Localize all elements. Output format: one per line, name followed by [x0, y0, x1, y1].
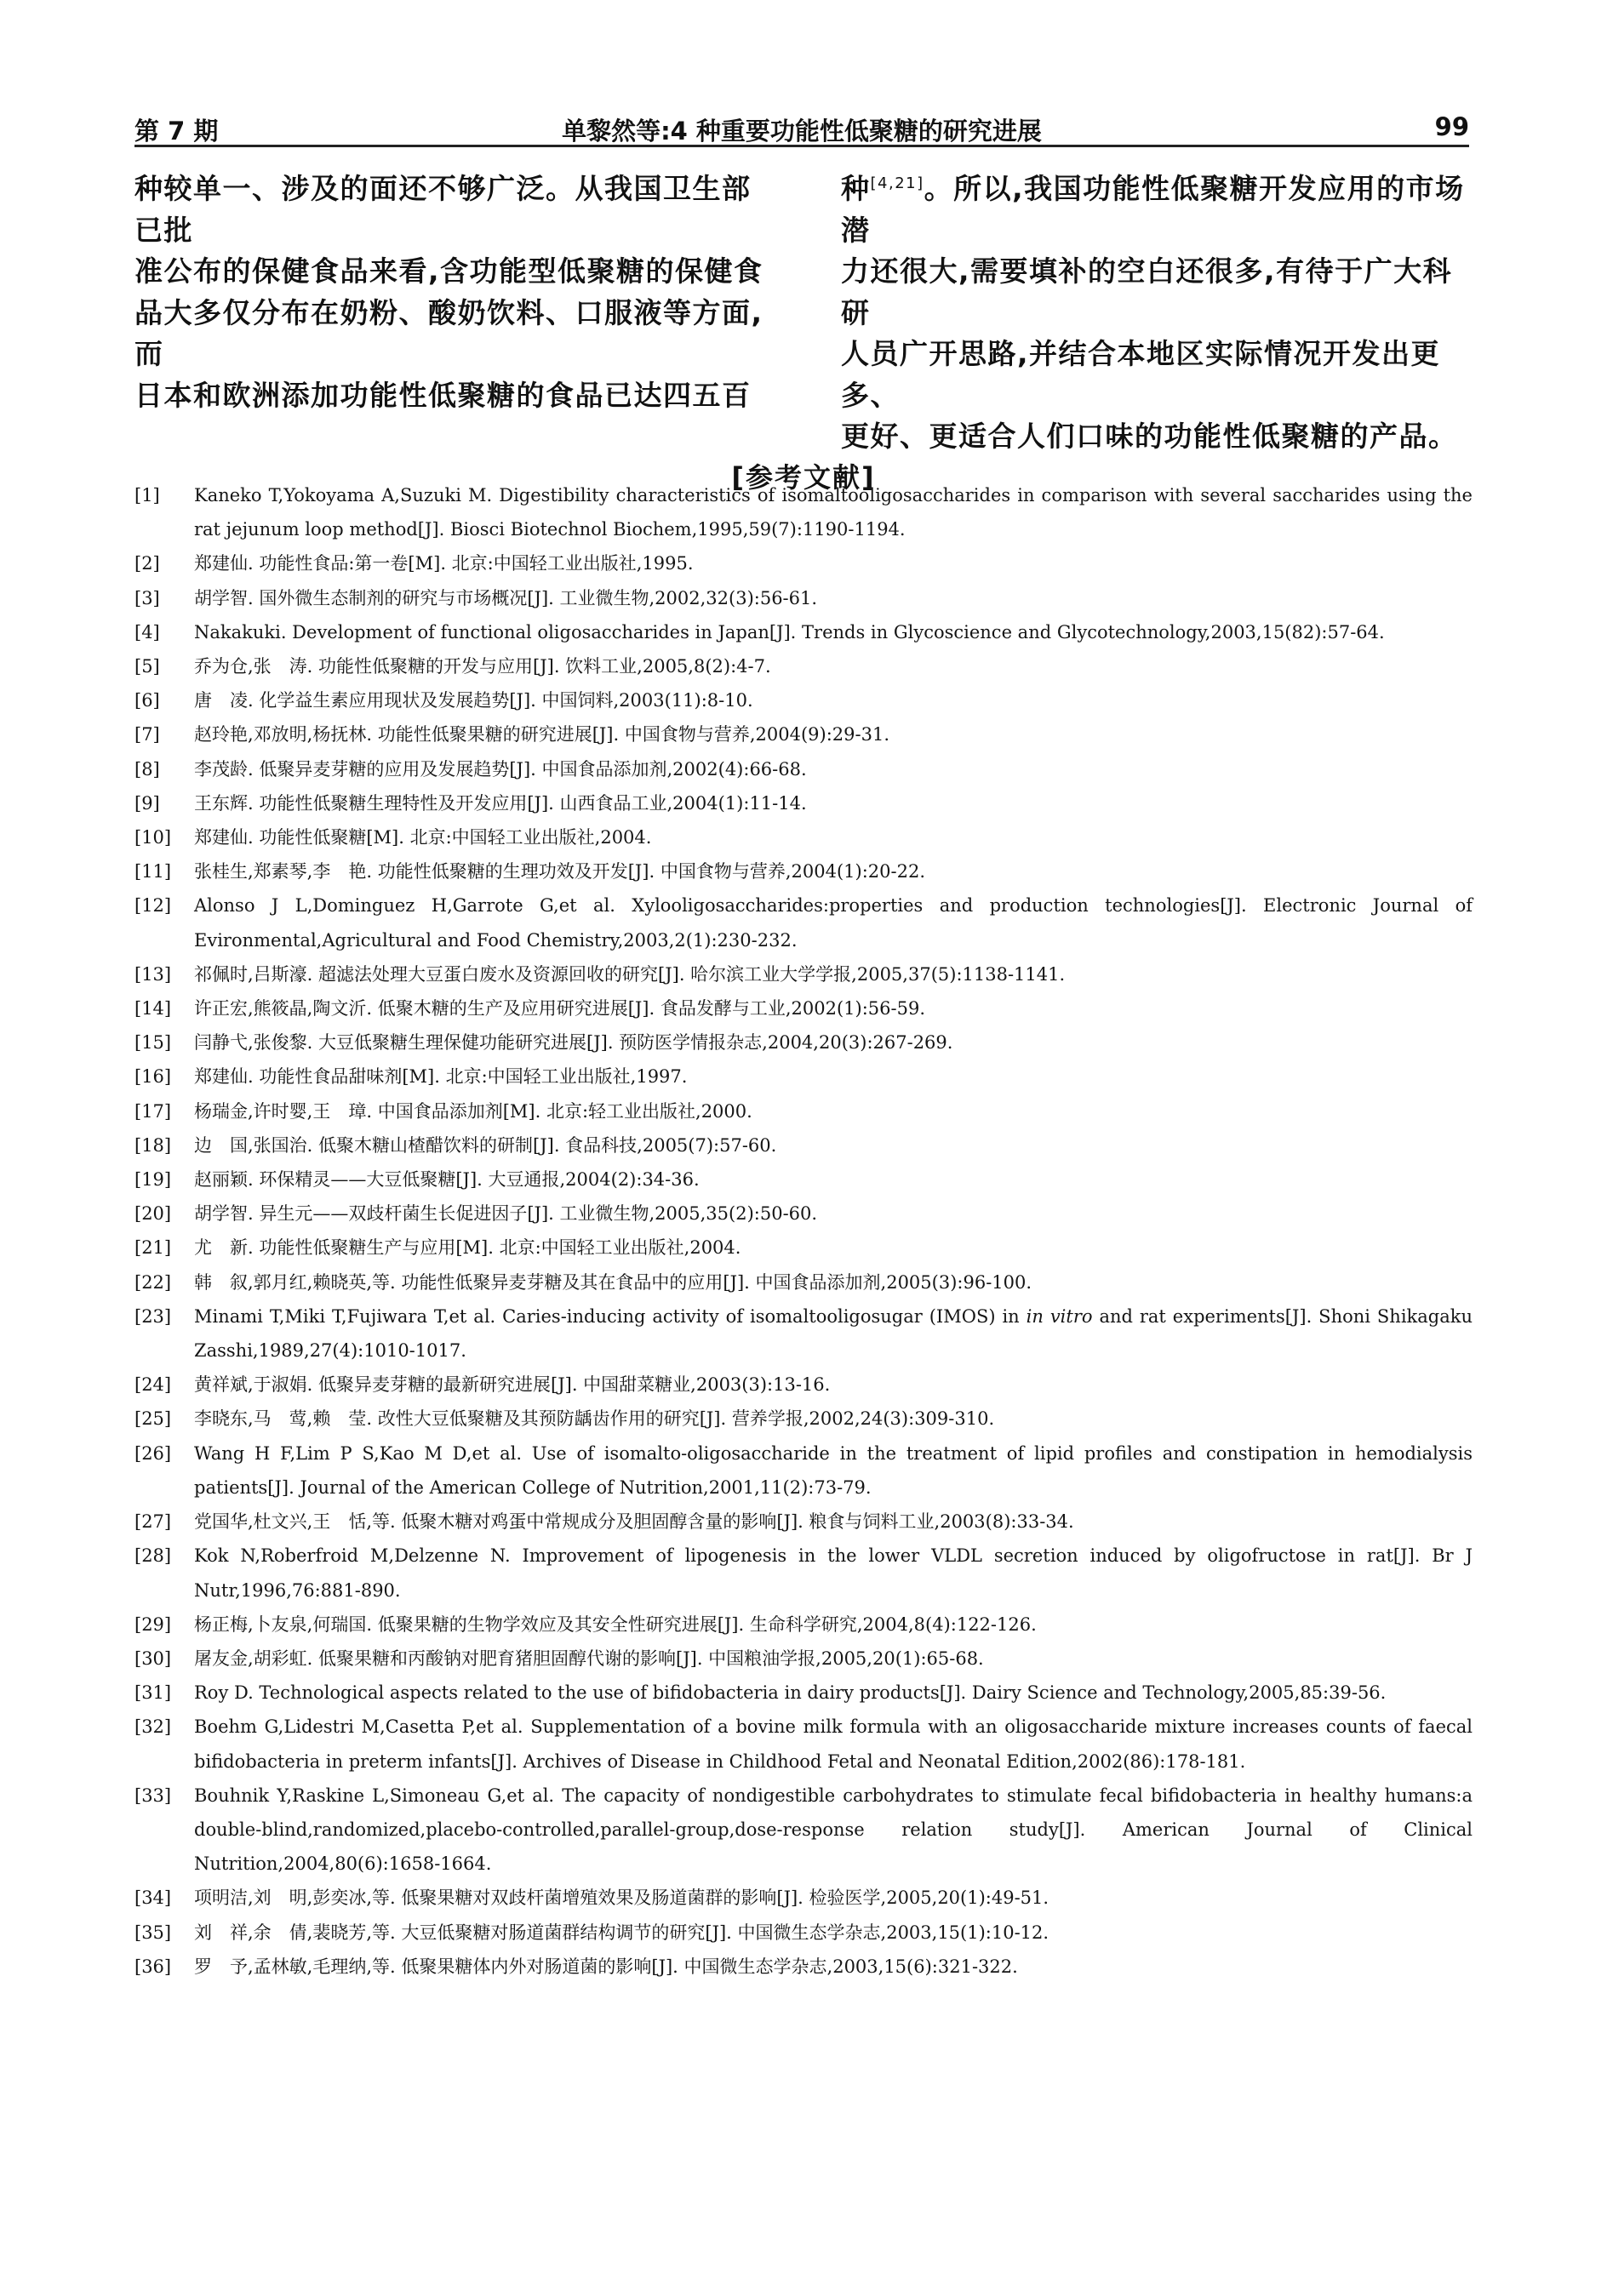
reference-number: [2] — [134, 553, 160, 574]
reference-text: 李茂龄. 低聚异麦芽糖的应用及发展趋势[J]. 中国食品添加剂,2002(4):66-68. — [194, 758, 807, 780]
reference-text: 边 国,张国治. 低聚木糖山楂醋饮料的研制[J]. 食品科技,2005(7):57-60. — [194, 1134, 777, 1156]
reference-number: [21] — [134, 1237, 172, 1259]
text-line: 日本和欧洲添加功能性低聚糖的食品已达四五百 — [134, 378, 752, 412]
reference-item — [134, 1676, 1473, 1710]
reference-number: [23] — [134, 1305, 172, 1327]
reference-text: Roy D. Technological aspects related to the use of bifidobacteria in dairy products[J]. Dairy Science and Technology,2005,85:39-56. — [194, 1682, 1387, 1704]
reference-text: 赵玲艳,邓放明,杨抚林. 功能性低聚果糖的研究进展[J]. 中国食物与营养,2004(9):29-31. — [194, 724, 890, 745]
reference-text: 杨正梅,卜友泉,何瑞国. 低聚果糖的生物学效应及其安全性研究进展[J]. 生命科学研究,2004,8(4):122-126. — [194, 1613, 1037, 1635]
reference-item — [134, 1710, 1473, 1778]
reference-text: 李晓东,马 莺,赖 莹. 改性大豆低聚糖及其预防龋齿作用的研究[J]. 营养学报,2002,24(3):309-310. — [194, 1408, 995, 1430]
reference-text: 杨瑞金,许时婴,王 璋. 中国食品添加剂[M]. 北京:轻工业出版社,2000. — [194, 1100, 752, 1122]
reference-item — [134, 1265, 1473, 1299]
right-column — [841, 168, 1469, 458]
reference-text: 项明洁,刘 明,彭奕冰,等. 低聚果糖对双歧杆菌增殖效果及肠道菌群的影响[J]. 检验医学,2005,20(1):49-51. — [194, 1888, 1049, 1909]
left-column — [134, 168, 775, 416]
reference-item — [134, 1299, 1473, 1368]
text-line: 准公布的保健食品来看,含功能型低聚糖的保健食 — [134, 254, 763, 288]
reference-number: [25] — [134, 1408, 172, 1430]
reference-number: [20] — [134, 1203, 172, 1225]
reference-text: Minami T,Miki T,Fujiwara T,et al. Caries-inducing activity of isomaltooligosugar (IMOS) in in vitro and rat experiments[J]. Shoni Shikagaku Zasshi,1989,27(4):1010-1017. — [194, 1305, 1473, 1362]
text-line: 种较单一、涉及的面还不够广泛。从我国卫生部已批 — [134, 172, 752, 247]
reference-item — [134, 683, 1473, 717]
reference-number: [9] — [134, 792, 160, 814]
reference-number: [15] — [134, 1032, 172, 1054]
reference-text: Wang H F,Lim P S,Kao M D,et al. Use of isomalto-oligosaccharide in the treatment of lipid profiles and constipation in hemodialysis patients[J]. Journal of the American College of Nutrition,2001,11(2):73-79. — [194, 1442, 1473, 1498]
reference-text: 王东辉. 功能性低聚糖生理特性及开发应用[J]. 山西食品工业,2004(1):11-14. — [194, 792, 807, 814]
text-line — [841, 168, 1469, 251]
reference-item — [134, 957, 1473, 991]
reference-text: 张桂生,郑素琴,李 艳. 功能性低聚糖的生理功效及开发[J]. 中国食物与营养,2004(1):20-22. — [194, 861, 926, 882]
reference-item — [134, 1505, 1473, 1539]
reference-text: 胡学智. 国外微生态制剂的研究与市场概况[J]. 工业微生物,2002,32(3):56-61. — [194, 587, 818, 608]
reference-number: [31] — [134, 1682, 172, 1704]
reference-text: 郑建仙. 功能性低聚糖[M]. 北京:中国轻工业出版社,2004. — [194, 827, 652, 848]
reference-item — [134, 1128, 1473, 1162]
references-heading: [参考文献] — [731, 461, 876, 494]
text-line: 力还很大,需要填补的空白还很多,有待于广大科研 — [841, 254, 1453, 329]
reference-item — [134, 752, 1473, 786]
reference-item — [134, 1608, 1473, 1642]
text-fragment: 。所以,我国功能性低聚糖开发应用的市场潜 — [841, 172, 1465, 247]
reference-text: Kok N,Roberfroid M,Delzenne N. Improvement of lipogenesis in the lower VLDL secretion induced by oligofructose in rat[J]. Br J Nutr,1996,76:881-890. — [194, 1545, 1473, 1601]
reference-number: [32] — [134, 1716, 172, 1738]
text-line: 更好、更适合人们口味的功能性低聚糖的产品。 — [841, 420, 1458, 453]
reference-item — [134, 1197, 1473, 1231]
reference-text: Bouhnik Y,Raskine L,Simoneau G,et al. The capacity of nondigestible carbohydrates to stimulate fecal bifidobacteria in healthy humans:a double-blind,randomized,placebo-controlled,parallel-group,dose-response relation study[J]. American Journal of Clinical Nutrition,2004,80(6):1658-1664. — [194, 1785, 1473, 1875]
reference-item — [134, 1916, 1473, 1950]
reference-item — [134, 1950, 1473, 1984]
reference-list — [134, 478, 1473, 1984]
reference-number: [28] — [134, 1545, 172, 1567]
reference-item — [134, 820, 1473, 854]
reference-number: [22] — [134, 1271, 172, 1293]
reference-number: [34] — [134, 1888, 172, 1909]
reference-text: 韩 叙,郭月红,赖晓英,等. 功能性低聚异麦芽糖及其在食品中的应用[J]. 中国食品添加剂,2005(3):96-100. — [194, 1271, 1032, 1293]
reference-item — [134, 991, 1473, 1025]
reference-item — [134, 478, 1473, 546]
reference-text: 许正宏,熊筱晶,陶文沂. 低聚木糖的生产及应用研究进展[J]. 食品发酵与工业,2002(1):56-59. — [194, 998, 926, 1019]
reference-item — [134, 1539, 1473, 1607]
reference-item — [134, 1059, 1473, 1094]
reference-item — [134, 717, 1473, 751]
issue-number: 第 7 期 — [134, 117, 219, 146]
reference-item — [134, 1231, 1473, 1265]
reference-number: [12] — [134, 895, 172, 917]
reference-text: 尤 新. 功能性低聚糖生产与应用[M]. 北京:中国轻工业出版社,2004. — [194, 1237, 741, 1259]
reference-number: [24] — [134, 1374, 172, 1396]
reference-text: 刘 祥,余 倩,裴晓芳,等. 大豆低聚糖对肠道菌群结构调节的研究[J]. 中国微生态学杂志,2003,15(1):10-12. — [194, 1922, 1049, 1943]
reference-text: 赵丽颖. 环保精灵——大豆低聚糖[J]. 大豆通报,2004(2):34-36. — [194, 1169, 700, 1191]
reference-item — [134, 581, 1473, 615]
reference-number: [6] — [134, 690, 160, 711]
body-text — [134, 168, 1469, 453]
reference-item — [134, 1402, 1473, 1436]
reference-item — [134, 854, 1473, 888]
reference-number: [1] — [134, 485, 160, 505]
reference-text: 唐 凌. 化学益生素应用现状及发展趋势[J]. 中国饲料,2003(11):8-10. — [194, 690, 753, 711]
running-header — [134, 109, 1469, 147]
citation-marker[interactable]: [4,21] — [870, 174, 924, 192]
reference-number: [17] — [134, 1100, 172, 1122]
reference-text: 闫静弋,张俊黎. 大豆低聚糖生理保健功能研究进展[J]. 预防医学情报杂志,2004,20(3):267-269. — [194, 1032, 953, 1054]
reference-number: [11] — [134, 861, 172, 882]
text-fragment: 种 — [841, 172, 871, 205]
reference-text: 郑建仙. 功能性食品甜味剂[M]. 北京:中国轻工业出版社,1997. — [194, 1066, 688, 1088]
reference-number: [29] — [134, 1613, 172, 1635]
reference-item — [134, 1642, 1473, 1676]
reference-number: [19] — [134, 1169, 172, 1191]
reference-number: [5] — [134, 656, 160, 677]
reference-item — [134, 786, 1473, 820]
reference-number: [33] — [134, 1785, 172, 1806]
reference-text: 祁佩时,吕斯濠. 超滤法处理大豆蛋白废水及资源回收的研究[J]. 哈尔滨工业大学学报,2005,37(5):1138-1141. — [194, 963, 1066, 985]
reference-item — [134, 1368, 1473, 1402]
reference-text: 罗 予,孟林敏,毛理纳,等. 低聚果糖体内外对肠道菌的影响[J]. 中国微生态学杂志,2003,15(6):321-322. — [194, 1956, 1018, 1977]
reference-item — [134, 1436, 1473, 1505]
reference-item — [134, 1881, 1473, 1915]
reference-number: [10] — [134, 827, 172, 848]
page-number: 99 — [1434, 112, 1469, 141]
text-line: 品大多仅分布在奶粉、酸奶饮料、口服液等方面,而 — [134, 295, 763, 370]
text-line: 人员广开思路,并结合本地区实际情况开发出更多、 — [841, 337, 1441, 412]
reference-number: [36] — [134, 1956, 172, 1977]
reference-number: [27] — [134, 1511, 172, 1533]
reference-number: [16] — [134, 1066, 172, 1088]
reference-text: 胡学智. 异生元——双歧杆菌生长促进因子[J]. 工业微生物,2005,35(2):50-60. — [194, 1203, 818, 1225]
reference-item — [134, 888, 1473, 957]
reference-text: 黄祥斌,于淑娟. 低聚异麦芽糖的最新研究进展[J]. 中国甜菜糖业,2003(3):13-16. — [194, 1374, 831, 1396]
reference-text: Boehm G,Lidestri M,Casetta P,et al. Supplementation of a bovine milk formula with an oligosaccharide mixture increases counts of faecal bifidobacteria in preterm infants[J]. Archives of Disease in Childhood Fetal and Neonatal Edition,2002(86):178-181. — [194, 1716, 1473, 1772]
reference-number: [18] — [134, 1134, 172, 1156]
reference-number: [13] — [134, 963, 172, 985]
reference-text: Nakakuki. Development of functional oligosaccharides in Japan[J]. Trends in Glycoscience and Glycotechnology,2003,15(82):57-64. — [194, 621, 1385, 643]
reference-number: [14] — [134, 998, 172, 1019]
reference-item — [134, 1025, 1473, 1059]
reference-item — [134, 546, 1473, 580]
reference-text: Kaneko T,Yokoyama A,Suzuki M. Digestibility characteristics of isomaltooligosaccharides in comparison with several saccharides using the rat jejunum loop method[J]. Biosci Biotechnol Biochem,1995,59(7):1190-1194. — [194, 485, 1473, 540]
reference-item — [134, 1779, 1473, 1882]
reference-number: [7] — [134, 724, 160, 745]
reference-text: 郑建仙. 功能性食品:第一卷[M]. 北京:中国轻工业出版社,1995. — [194, 553, 694, 574]
reference-item — [134, 1162, 1473, 1197]
reference-number: [8] — [134, 758, 160, 780]
running-title: 单黎然等:4 种重要功能性低聚糖的研究进展 — [562, 117, 1042, 146]
reference-number: [3] — [134, 587, 160, 608]
reference-item — [134, 1094, 1473, 1128]
reference-number: [35] — [134, 1922, 172, 1943]
reference-item — [134, 649, 1473, 683]
reference-text: 乔为仓,张 涛. 功能性低聚糖的开发与应用[J]. 饮料工业,2005,8(2):4-7. — [194, 656, 771, 677]
reference-item — [134, 615, 1473, 649]
reference-text: 屠友金,胡彩虹. 低聚果糖和丙酸钠对肥育猪胆固醇代谢的影响[J]. 中国粮油学报,2005,20(1):65-68. — [194, 1648, 984, 1669]
reference-text: 党国华,杜文兴,王 恬,等. 低聚木糖对鸡蛋中常规成分及胆固醇含量的影响[J]. 粮食与饲料工业,2003(8):33-34. — [194, 1511, 1074, 1533]
reference-number: [26] — [134, 1442, 172, 1464]
reference-text: Alonso J L,Dominguez H,Garrote G,et al. Xylooligosaccharides:properties and production technologies[J]. Electronic Journal of Evironmental,Agricultural and Food Chemistry,2003,2(1):230-232. — [194, 895, 1473, 951]
reference-number: [30] — [134, 1648, 172, 1669]
reference-number: [4] — [134, 621, 160, 643]
